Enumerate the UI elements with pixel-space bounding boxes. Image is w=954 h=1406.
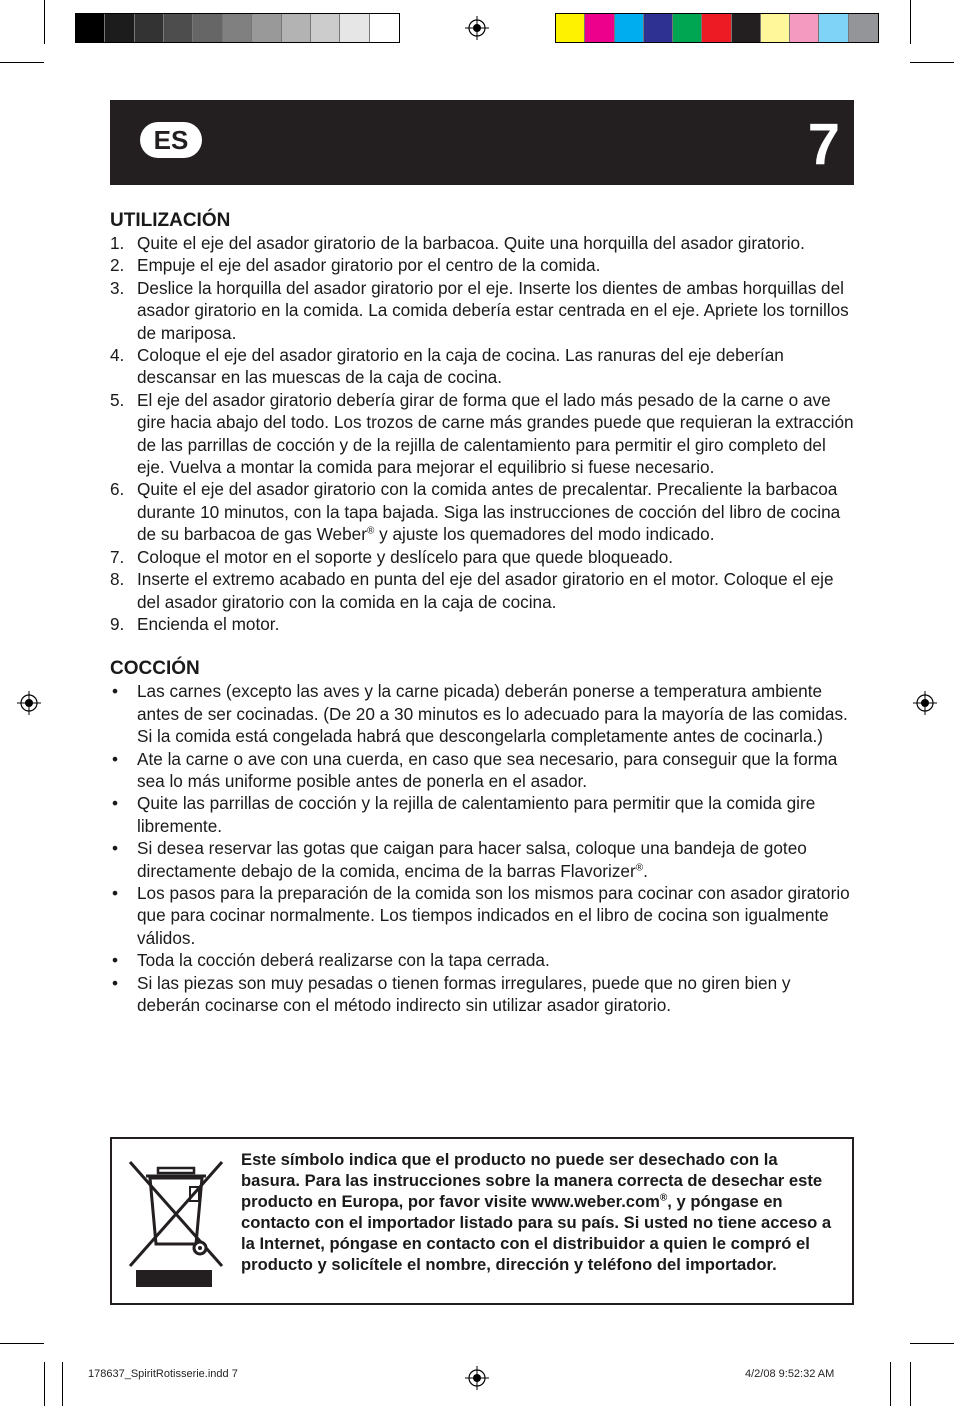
page-number: 7 [807,112,840,177]
list-item-text: Inserte el extremo acabado en punta del eje del asador giratorio en el motor. Coloque el eje del asador giratorio con la comida en la caja de cocina. [137,569,834,612]
crop-mark [910,62,954,63]
color-swatch [702,14,731,42]
crop-mark [910,1343,954,1344]
color-swatch [223,14,252,42]
list-marker: • [112,972,119,993]
tip-item [110,949,854,971]
page-header [110,100,854,185]
list-marker: 3. [110,277,125,298]
crop-mark [910,1362,911,1406]
tip-item [110,792,854,837]
list-item-text: Las carnes (excepto las aves y la carne picada) deberán ponerse a temperatura ambiente antes de ser cocinadas. (De 20 a 30 minutos es lo adecuado para la mayoría de las comidas. Si la comida está congelada habrá que descongelarla completamente antes de cocinarla.) [137,681,848,747]
color-swatch [644,14,673,42]
instruction-step [110,478,854,545]
instruction-step [110,344,854,389]
instruction-step [110,277,854,344]
list-item-text: Quite el eje del asador giratorio de la barbacoa. Quite una horquilla del asador giratorio. [137,233,805,253]
list-marker: • [112,838,119,859]
list-item-text: Coloque el eje del asador giratorio en la caja de cocina. Las ranuras del eje deberían descansar en las muescas de la caja de cocina. [137,345,784,388]
list-item-text: Deslice la horquilla del asador giratorio por el eje. Inserte los dientes de ambas horquillas del asador giratorio en la comida. La comida debería estar centrada en el eje. Apriete los tornillos de mariposa. [137,277,849,343]
registration-mark-icon [465,1366,489,1390]
disposal-notice-text: Este símbolo indica que el producto no puede ser desechado con la basura. Para las instrucciones sobre la manera correcta de desechar este producto en Europa, por favor visite www.weber.com®, y póngase en contacto con el importador listado para su país. Si usted no tiene acceso a la Internet, póngase en contacto con el distribuidor a quien le compró el producto y solicítele el nombre, dirección y teléfono del importador. [241,1150,832,1274]
tips-list [110,680,854,1016]
list-item-text: Empuje el eje del asador giratorio por el centro de la comida. [137,255,601,276]
color-swatch [615,14,644,42]
crop-mark [0,1343,44,1344]
crop-mark [44,1362,45,1406]
crop-mark [62,1362,63,1406]
instruction-list [110,232,854,635]
list-item-text: Si desea reservar las gotas que caigan para hacer salsa, coloque una bandeja de goteo directamente debajo de la comida, encima de la barras Flavorizer®. [137,838,807,881]
list-marker: 9. [110,613,125,634]
footer-timestamp: 4/2/08 9:52:32 AM [745,1368,835,1380]
list-marker: 7. [110,546,125,567]
tip-item [110,748,854,793]
color-swatch [193,14,222,42]
main-content [110,210,854,1016]
color-swatch [105,14,134,42]
list-marker: 8. [110,569,125,590]
crop-mark [44,0,45,44]
instruction-step [110,568,854,613]
instruction-step [110,232,854,254]
list-item-text: Quite las parrillas de cocción y la rejilla de calentamiento para permitir que la comida gire libremente. [137,793,816,836]
tip-item [110,972,854,1017]
instruction-step [110,613,854,635]
list-item-text: Toda la cocción deberá realizarse con la tapa cerrada. [137,950,550,971]
crop-mark [890,1362,891,1406]
color-swatch [76,14,105,42]
disposal-notice [110,1137,854,1305]
list-marker: • [112,882,119,903]
crossed-out-wheelie-bin-icon [126,1154,226,1289]
color-swatch [282,14,311,42]
list-marker: 6. [110,479,125,500]
process-color-bar [555,13,879,43]
list-marker: • [112,748,119,769]
instruction-step [110,389,854,479]
crop-mark [910,0,911,44]
color-swatch [673,14,702,42]
list-marker: 5. [110,389,125,410]
tip-item [110,882,854,949]
registration-mark-icon [913,691,937,715]
color-swatch [732,14,761,42]
list-marker: • [112,950,119,971]
color-swatch [585,14,614,42]
list-marker: 4. [110,345,125,366]
color-swatch [556,14,585,42]
color-swatch [790,14,819,42]
grayscale-color-bar [75,13,400,43]
list-marker: • [112,793,119,814]
color-swatch [135,14,164,42]
color-swatch [252,14,281,42]
tip-item [110,680,854,747]
instruction-step [110,254,854,276]
registration-mark-icon [17,691,41,715]
list-marker: 2. [110,255,125,276]
list-item-text: Encienda el motor. [137,613,280,634]
color-swatch [340,14,369,42]
registration-mark-icon [465,16,489,40]
color-swatch [370,14,399,42]
list-marker: 1. [110,233,125,253]
tip-item [110,837,854,882]
list-item-text: Si las piezas son muy pesadas o tienen formas irregulares, puede que no giren bien y deberán cocinarse con el método indirecto sin utilizar asador giratorio. [137,972,791,1015]
section-title-coccion: COCCIÓN [110,658,200,680]
instruction-step [110,546,854,568]
color-swatch [164,14,193,42]
list-marker: • [112,681,119,702]
section-title-utilizacion: UTILIZACIÓN [110,210,231,231]
color-swatch [761,14,790,42]
list-item-text: Coloque el motor en el soporte y deslícelo para que quede bloqueado. [137,546,674,567]
color-swatch [311,14,340,42]
color-swatch [849,14,878,42]
language-badge: ES [140,122,202,158]
crop-mark [0,62,44,63]
list-item-text: Ate la carne o ave con una cuerda, en caso que sea necesario, para conseguir que la forma sea lo más uniforme posible antes de ponerla en el asador. [137,748,838,791]
list-item-text: Quite el eje del asador giratorio con la comida antes de precalentar. Precaliente la barbacoa durante 10 minutos, con la tapa bajada. Siga las instrucciones de cocción del libro de cocina de su barbacoa de gas Weber® y ajuste los quemadores del modo indicado. [137,479,841,545]
list-item-text: Los pasos para la preparación de la comida son los mismos para cocinar con asador giratorio que para cocinar normalmente. Los tiempos indicados en el libro de cocina son igualmente válidos. [137,882,850,948]
list-item-text: El eje del asador giratorio debería girar de forma que el lado más pesado de la carne o ave gire hacia abajo del todo. Los trozos de carne más grandes puede que requieran la extracción de las parrillas de cocción y de la rejilla de calentamiento para permitir el giro completo del eje. Vuelva a montar la comida para mejorar el equilibrio si fuese necesario. [137,389,854,478]
footer-filename: 178637_SpiritRotisserie.indd 7 [88,1368,238,1380]
color-swatch [819,14,848,42]
